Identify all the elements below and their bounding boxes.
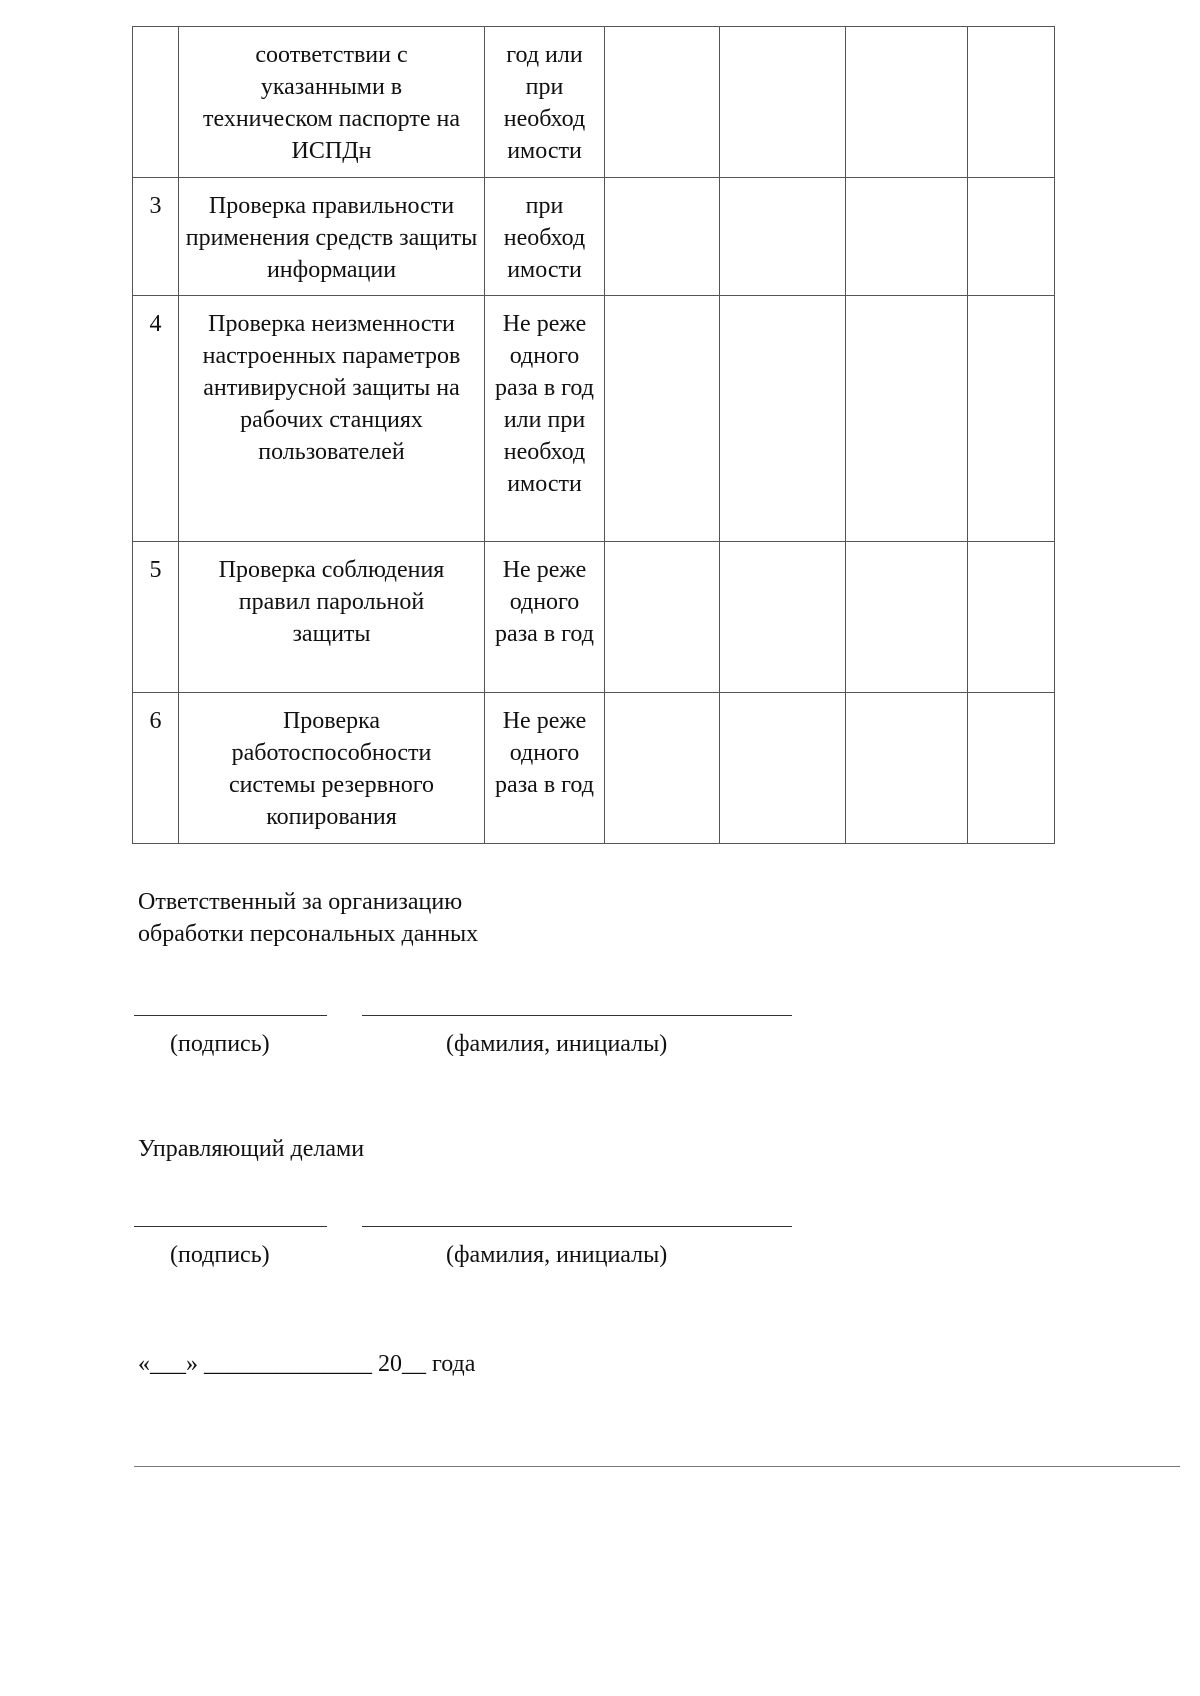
- action-cell: [179, 693, 485, 844]
- action-text: Проверка неизменности настроенных параметров антивирусной защиты на рабочих станциях пользователей: [202, 311, 461, 465]
- empty-cell: [605, 693, 720, 844]
- empty-cell: [846, 693, 968, 844]
- signature-line: [134, 1226, 327, 1227]
- date-line: «___» ______________ 20__ года: [138, 1351, 476, 1377]
- table-row: [133, 178, 1055, 296]
- action-text: соответствии с указанными в техническом паспорте на ИСПДн: [203, 42, 460, 164]
- empty-cell: [846, 27, 968, 178]
- action-cell: [179, 27, 485, 178]
- empty-cell: [846, 296, 968, 542]
- period-cell: [485, 693, 605, 844]
- manager-title: Управляющий делами: [138, 1136, 365, 1162]
- empty-cell: [605, 542, 720, 693]
- empty-cell: [968, 27, 1055, 178]
- action-text: Проверка правильности применения средств защиты информации: [185, 193, 478, 283]
- action-text: Проверка работоспособности системы резервного копирования: [228, 708, 435, 830]
- period-text: Не реже одного раза в год или при необход имости: [495, 311, 594, 497]
- table-row: [133, 27, 1055, 178]
- row-number: 4: [133, 296, 179, 542]
- action-cell: [179, 178, 485, 296]
- period-cell: [485, 296, 605, 542]
- responsible-title-line1: Ответственный за организацию: [138, 889, 463, 915]
- responsible-title: [138, 886, 478, 950]
- empty-cell: [720, 542, 846, 693]
- table-row: [133, 693, 1055, 844]
- period-text: год или при необход имости: [503, 42, 586, 164]
- action-cell: [179, 542, 485, 693]
- period-text: Не реже одного раза в год: [495, 708, 594, 798]
- period-cell: [485, 178, 605, 296]
- empty-cell: [720, 27, 846, 178]
- name-line: [362, 1226, 792, 1227]
- signature-line: [134, 1015, 327, 1016]
- empty-cell: [720, 178, 846, 296]
- signature-caption: (подпись): [170, 1242, 270, 1268]
- row-number: 6: [133, 693, 179, 844]
- name-line: [362, 1015, 792, 1016]
- period-text: Не реже одного раза в год: [495, 557, 594, 647]
- period-text: при необход имости: [503, 193, 586, 283]
- empty-cell: [968, 178, 1055, 296]
- empty-cell: [968, 296, 1055, 542]
- empty-cell: [968, 693, 1055, 844]
- name-caption: (фамилия, инициалы): [446, 1242, 668, 1268]
- empty-cell: [846, 542, 968, 693]
- empty-cell: [605, 178, 720, 296]
- empty-cell: [720, 693, 846, 844]
- row-number: 3: [133, 178, 179, 296]
- period-cell: [485, 542, 605, 693]
- row-number: [133, 27, 179, 178]
- responsible-title-line2: обработки персональных данных: [138, 921, 479, 947]
- table-row: [133, 542, 1055, 693]
- action-text: Проверка соблюдения правил парольной защиты: [218, 557, 445, 647]
- period-cell: [485, 27, 605, 178]
- footer-rule: [134, 1466, 1180, 1467]
- empty-cell: [720, 296, 846, 542]
- action-cell: [179, 296, 485, 542]
- empty-cell: [968, 542, 1055, 693]
- signature-caption: (подпись): [170, 1031, 270, 1057]
- row-number: 5: [133, 542, 179, 693]
- checks-table: [132, 26, 1055, 844]
- empty-cell: [846, 178, 968, 296]
- name-caption: (фамилия, инициалы): [446, 1031, 668, 1057]
- table-row: [133, 296, 1055, 542]
- empty-cell: [605, 27, 720, 178]
- empty-cell: [605, 296, 720, 542]
